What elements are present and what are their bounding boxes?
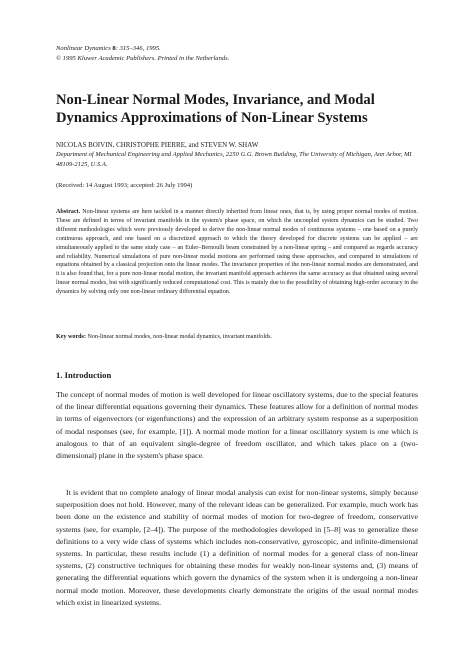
intro-paragraph-2: It is evident that no complete analogy of linear modal analysis can exist for non-linear systems, simply because superposition does not hold. However, many of the relevant ideas can be generalized. For example, much work has been done on the existence and stability of normal modes of motion for two-degree of freedom, conservative systems (see, for example, [2–4]). The purpose of the methodologies developed in [5–8] was to generalize these definitions to a very wide class of systems which includes non-conservative, gyroscopic, and infinite-dimensional systems. In particular, these results include (1) a definition of normal modes for a general class of non-linear systems, (2) constructive techniques for obtaining these modes for weakly non-linear systems and, (3) means of generating the differential equations which govern the dynamics of the system when it is undergoing a non-linear normal mode motion. Moreover, these developments clearly demonstrate the origins of the usual normal modes which exist in linearized systems. — [56, 488, 418, 607]
journal-volume: 8 — [112, 45, 116, 52]
author-list: NICOLAS BOIVIN, CHRISTOPHE PIERRE, and STEVEN W. SHAW — [56, 141, 259, 149]
keywords-text: Non-linear normal modes, non-linear modal dynamics, invariant manifolds. — [87, 334, 272, 340]
author-affiliation: Department of Mechanical Engineering and Applied Mechanics, 2250 G.G. Brown Building, The University of Michigan, Ann Arbor, MI 48109-2125, U.S.A. — [56, 151, 412, 168]
intro-paragraph-1: The concept of normal modes of motion is well developed for linear oscillatory systems, due to the special features of the linear differential equations governing their dynamics. These features allow for a definition of normal modes in terms of eigenvectors (or eigenfunctions) and the expression of an arbitrary system response as a superposition of modal responses (see, for example, [1]). A normal mode motion for a linear oscillatory system is one which is analogous to that of an equivalent single-degree of freedom oscillator, and which takes place on a (two-dimensional) plane in the system's phase space. — [56, 390, 418, 461]
abstract-text: Non-linear systems are here tackled in a manner directly inherited from linear ones, that is, by using proper normal modes of motion. These are defined in terms of invariant manifolds in the system's phase space, on which the uncoupled system dynamics can be studied. Two different methodologies which were previously developed to derive the non-linear normal modes of continuous systems – one based on a purely continuous approach, and one based on a discretized approach to which the theory developed for discrete systems can be applied – are simultaneously applied to the same study case – an Euler–Bernoulli beam constrained by a non-linear spring – and compared as regards accuracy and reliability. Numerical simulations of pure non-linear modal motions are performed using these approaches, and compared to simulations of equations obtained by a classical projection onto the linear modes. The invariance properties of the non-linear normal modes are demonstrated, and it is also found that, for a pure non-linear modal motion, the invariant manifold approach achieves the same accuracy as that obtained using several linear normal modes, but with significantly reduced computational cost. This is mainly due to the possibility of obtaining high-order accuracy in the dynamics by solving only one non-linear ordinary differential equation. — [56, 209, 418, 296]
keywords-label: Key words: — [56, 334, 86, 340]
received-dates: (Received: 14 August 1993; accepted: 26 July 1994) — [56, 182, 193, 189]
abstract — [56, 208, 418, 297]
section-heading-introduction: 1. Introduction — [56, 370, 112, 380]
copyright-line: © 1995 Kluwer Academic Publishers. Printed in the Netherlands. — [56, 54, 230, 62]
abstract-label: Abstract. — [56, 209, 81, 215]
journal-header — [56, 44, 229, 63]
journal-pages: : 315–346, 1995. — [115, 45, 161, 52]
journal-citation — [56, 44, 229, 54]
journal-name: Nonlinear Dynamics — [56, 45, 111, 52]
keywords — [56, 333, 272, 342]
paper-title: Non-Linear Normal Modes, Invariance, and Modal Dynamics Approximations of Non-Linear Systems — [56, 92, 375, 126]
